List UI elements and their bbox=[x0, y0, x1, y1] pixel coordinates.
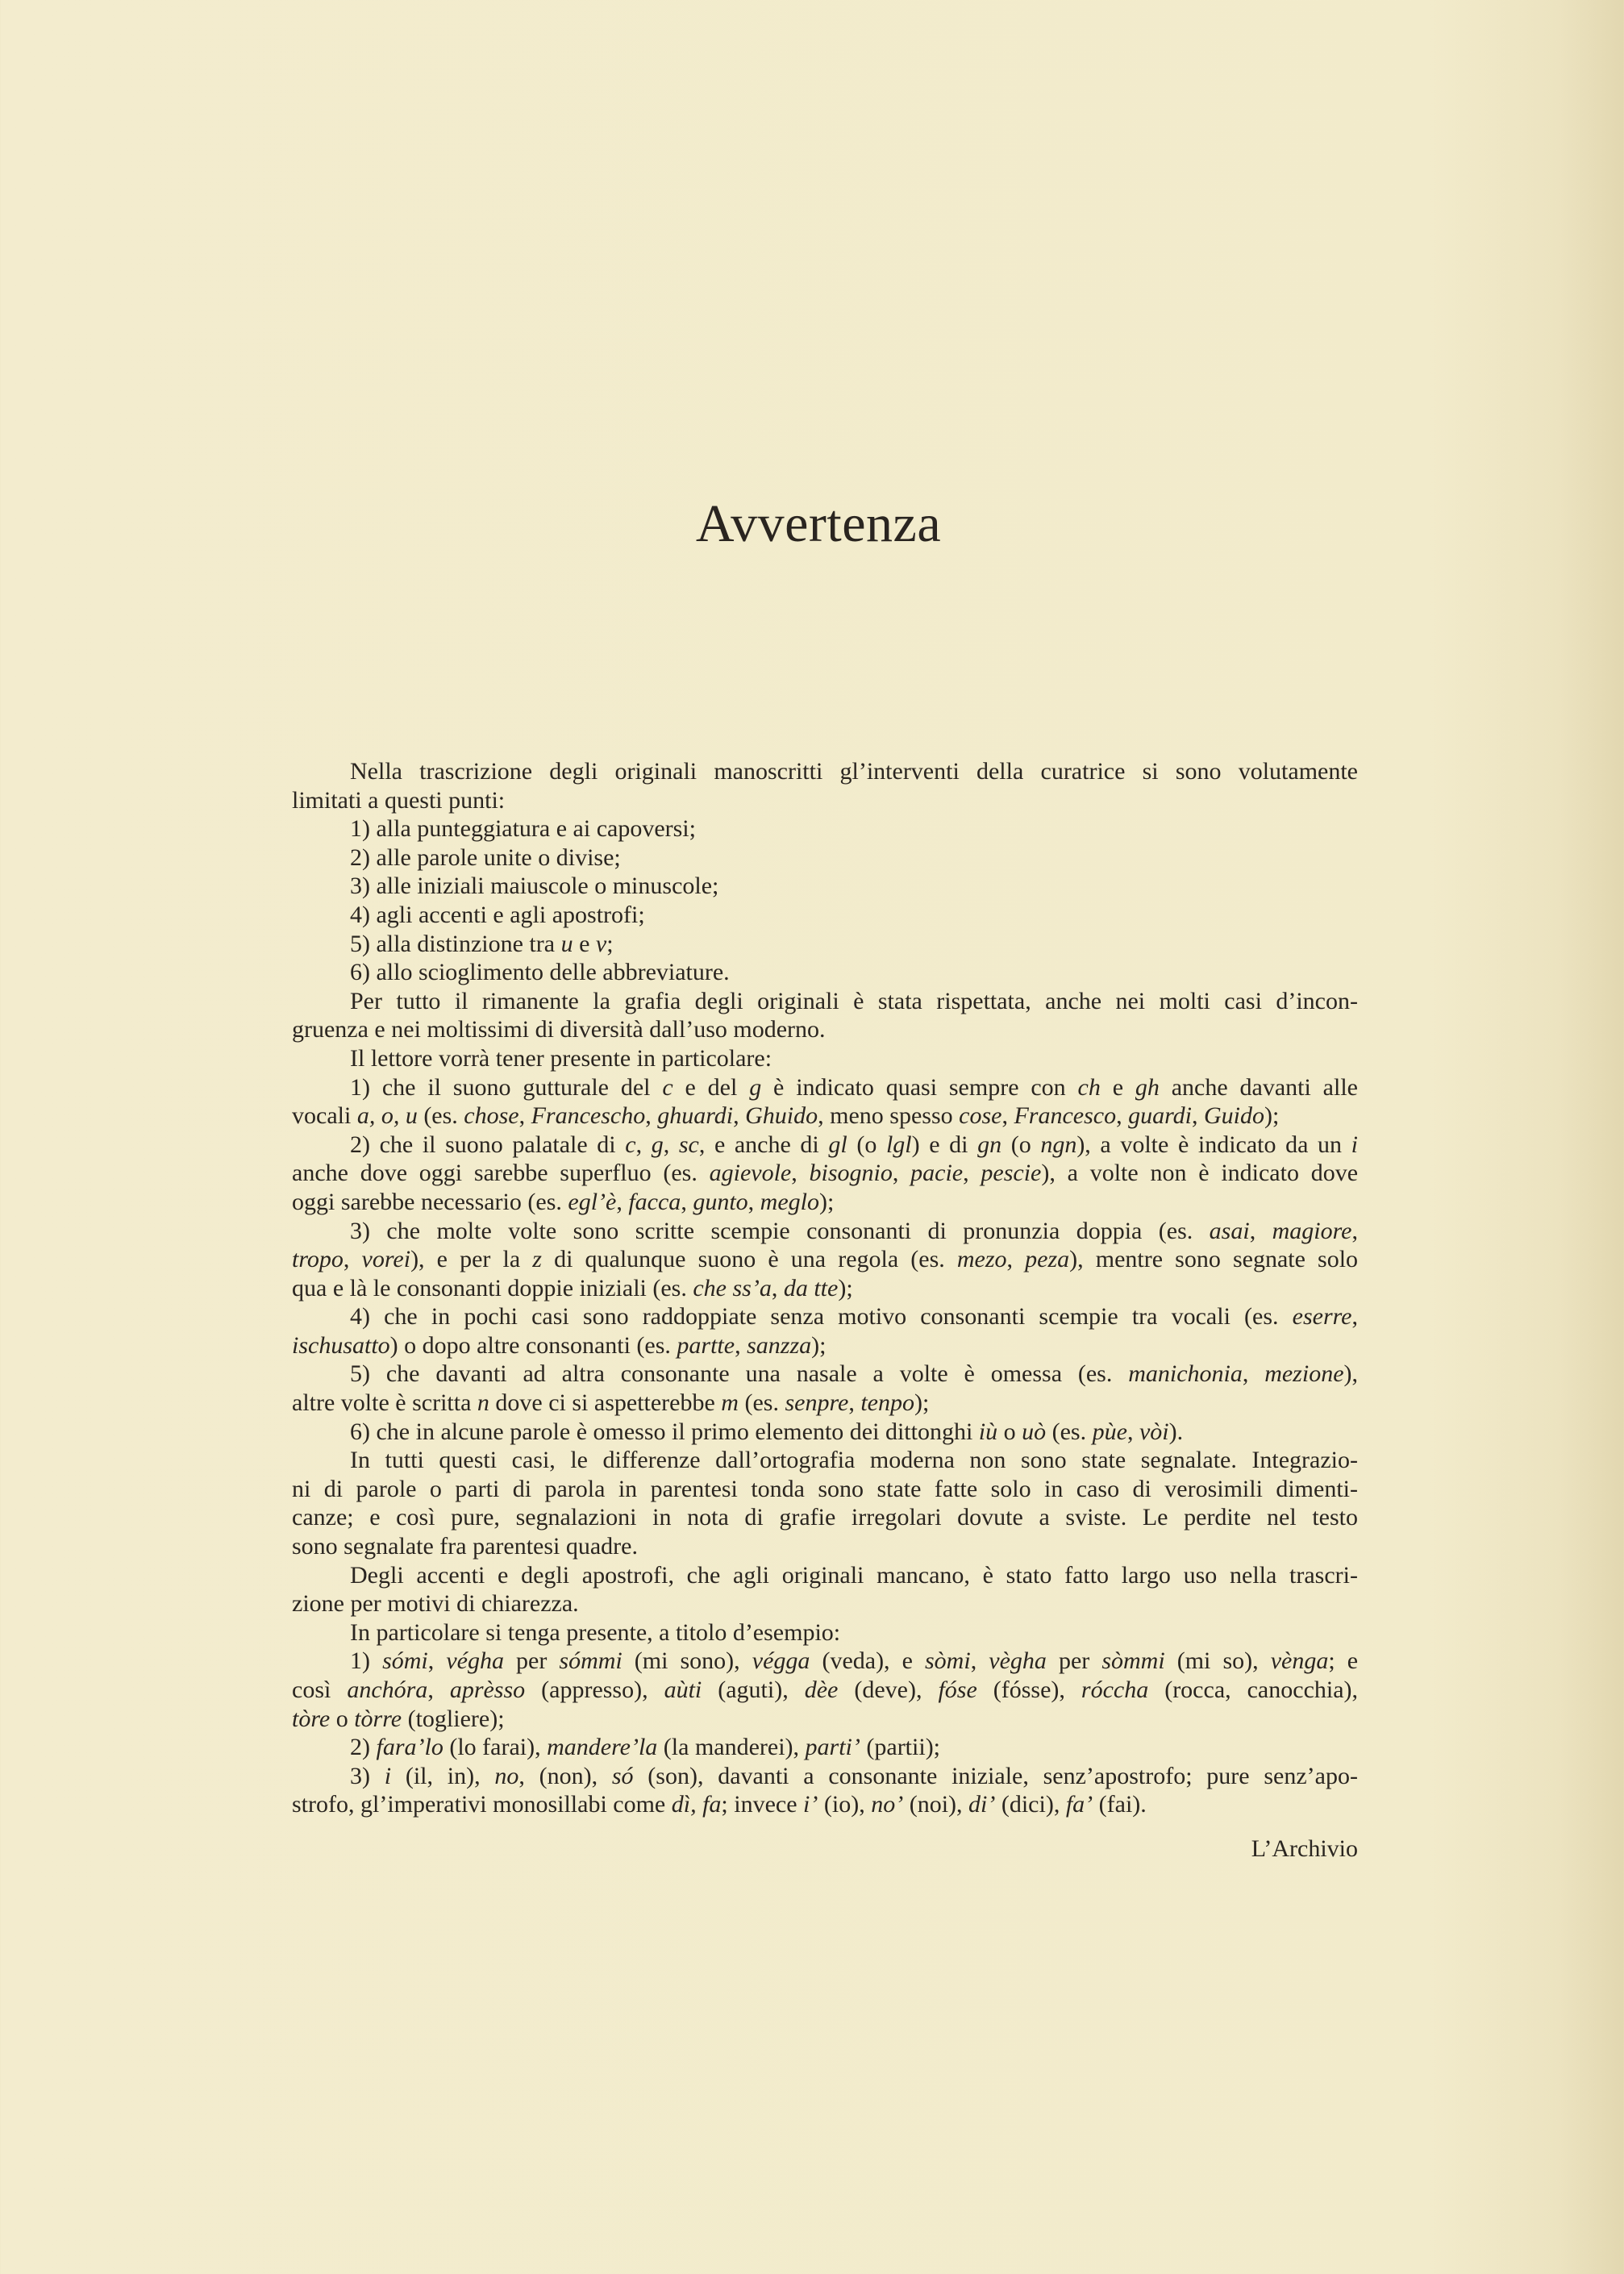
italic-text: senpre bbox=[785, 1389, 849, 1417]
italic-text: róccha bbox=[1081, 1676, 1149, 1703]
text: Nella trascrizione degli originali manoscritti gl’interventi della curatrice si sono volutamente bbox=[350, 758, 1358, 785]
text: (fai). bbox=[1093, 1791, 1147, 1818]
text: (fósse), bbox=[976, 1676, 1081, 1703]
italic-text: fa’ bbox=[1065, 1791, 1093, 1818]
text: (il, in), bbox=[391, 1762, 495, 1789]
italic-text: végga bbox=[752, 1647, 810, 1675]
text-line bbox=[292, 901, 1358, 930]
text-line bbox=[292, 1647, 1358, 1676]
text: strofo, gl’imperativi monosillabi come bbox=[292, 1791, 672, 1818]
text: , bbox=[518, 1102, 531, 1130]
text: ni di parole o parti di parola in parentesi tonda sono state fatte solo in caso di verosimili dimenti- bbox=[292, 1475, 1358, 1502]
italic-text: dèe bbox=[804, 1676, 839, 1703]
text-line bbox=[292, 1618, 1358, 1647]
paragraph bbox=[292, 1044, 1358, 1073]
italic-text: vòi bbox=[1139, 1418, 1169, 1445]
text: altre volte è scritta bbox=[292, 1389, 477, 1417]
text-line bbox=[292, 814, 1358, 843]
paragraph bbox=[292, 814, 1358, 843]
text-line bbox=[292, 872, 1358, 901]
text-line bbox=[292, 1188, 1358, 1217]
text: (es. bbox=[1046, 1418, 1093, 1445]
italic-text: vègha bbox=[989, 1647, 1047, 1675]
italic-text: aùti bbox=[664, 1676, 702, 1703]
italic-text: no’ bbox=[871, 1791, 904, 1818]
text: Il lettore vorrà tener presente in particolare: bbox=[350, 1044, 772, 1072]
italic-text: meglo bbox=[760, 1188, 819, 1215]
italic-text: gn bbox=[977, 1131, 1002, 1158]
text: , bbox=[663, 1131, 679, 1158]
text: 6) che in alcune parole è omesso il primo elemento dei dittonghi bbox=[350, 1418, 979, 1445]
italic-text: cose bbox=[959, 1102, 1002, 1130]
text: e bbox=[573, 930, 596, 957]
text: (noi), bbox=[903, 1791, 969, 1818]
text: 1) alla punteggiatura e ai capoversi; bbox=[350, 815, 696, 843]
italic-text: sòmmi bbox=[1101, 1647, 1165, 1675]
italic-text: c bbox=[625, 1131, 636, 1158]
italic-text: sanzza bbox=[747, 1331, 812, 1359]
paragraph bbox=[292, 872, 1358, 901]
italic-text: vènga bbox=[1270, 1647, 1329, 1675]
text: qua e là le consonanti doppie iniziali (es. bbox=[292, 1274, 693, 1302]
text: ), e per la bbox=[410, 1246, 533, 1273]
text: (es. bbox=[417, 1102, 464, 1130]
italic-text: pescie bbox=[981, 1160, 1042, 1187]
text: di qualunque suono è una regola (es. bbox=[541, 1246, 957, 1273]
italic-text: sc bbox=[678, 1131, 699, 1158]
text: (appresso), bbox=[525, 1676, 664, 1703]
text: e del bbox=[673, 1073, 750, 1101]
text-line bbox=[292, 1446, 1358, 1475]
italic-text: agievole bbox=[709, 1160, 792, 1187]
italic-text: Francesco bbox=[1014, 1102, 1117, 1130]
text-line bbox=[292, 1015, 1358, 1044]
text: , bbox=[848, 1389, 861, 1417]
italic-text: aprèsso bbox=[449, 1676, 526, 1703]
italic-text: vorei bbox=[361, 1246, 411, 1273]
text: ); bbox=[914, 1389, 930, 1417]
text: 3) bbox=[350, 1762, 385, 1789]
italic-text: Guido bbox=[1203, 1102, 1264, 1130]
italic-text: ischusatto bbox=[292, 1331, 390, 1359]
italic-text: ngn bbox=[1040, 1131, 1077, 1158]
text: 1) bbox=[350, 1647, 383, 1675]
text: , bbox=[427, 1676, 450, 1703]
page-title: Avvertenza bbox=[695, 494, 942, 553]
italic-text: magiore bbox=[1272, 1217, 1352, 1244]
paragraph bbox=[292, 1217, 1358, 1303]
text: (o bbox=[1001, 1131, 1041, 1158]
text-line bbox=[292, 1418, 1358, 1447]
text-line bbox=[292, 1302, 1358, 1331]
text-line bbox=[292, 1073, 1358, 1102]
text: Degli accenti e degli apostrofi, che agli originali mancano, è stato fatto largo uso nella trascri- bbox=[350, 1561, 1358, 1589]
text: (son), davanti a consonante iniziale, senz’apostrofo; pure senz’apo- bbox=[633, 1762, 1358, 1789]
paragraph bbox=[292, 1446, 1358, 1560]
italic-text: chose bbox=[464, 1102, 519, 1130]
text: (mi so), bbox=[1164, 1647, 1271, 1675]
italic-text: sómi bbox=[382, 1647, 428, 1675]
paragraph bbox=[292, 901, 1358, 930]
italic-text: fara’lo bbox=[376, 1734, 443, 1761]
italic-text: g bbox=[749, 1073, 762, 1101]
italic-text: tenpo bbox=[860, 1389, 914, 1417]
text-line bbox=[292, 1389, 1358, 1418]
italic-text: manichonia bbox=[1128, 1360, 1243, 1388]
text: ); bbox=[838, 1274, 853, 1302]
text-line bbox=[292, 1503, 1358, 1532]
italic-text: anchóra bbox=[347, 1676, 428, 1703]
text-line bbox=[292, 1044, 1358, 1073]
text: , bbox=[1116, 1102, 1129, 1130]
italic-text: i bbox=[384, 1762, 392, 1789]
italic-text: i bbox=[1351, 1131, 1359, 1158]
text: così bbox=[292, 1676, 348, 1703]
text-line bbox=[292, 1790, 1358, 1819]
text-line bbox=[292, 1331, 1358, 1360]
text-line bbox=[292, 987, 1358, 1016]
text: ; bbox=[606, 930, 614, 957]
italic-text: da tte bbox=[783, 1274, 839, 1302]
italic-text: gl bbox=[828, 1131, 847, 1158]
text-line bbox=[292, 1217, 1358, 1246]
paragraph bbox=[292, 987, 1358, 1044]
text: , bbox=[1006, 1246, 1026, 1273]
text: anche davanti alle bbox=[1159, 1073, 1358, 1101]
text-line bbox=[292, 1131, 1358, 1160]
text: o bbox=[330, 1705, 355, 1732]
text: In particolare si tenga presente, a titolo d’esempio: bbox=[350, 1618, 841, 1646]
text: e bbox=[1100, 1073, 1135, 1101]
text: gruenza e nei moltissimi di diversità dall’uso moderno. bbox=[292, 1016, 826, 1043]
text: , bbox=[427, 1647, 447, 1675]
paragraph bbox=[292, 1618, 1358, 1647]
text: (o bbox=[847, 1131, 886, 1158]
text: , bbox=[970, 1647, 989, 1675]
italic-text: lgl bbox=[885, 1131, 912, 1158]
text: ); bbox=[1264, 1102, 1280, 1130]
text: canze; e così pure, segnalazioni in nota di grafie irregolari dovute a sviste. Le perdite nel testo bbox=[292, 1504, 1358, 1531]
signature: L’Archivio bbox=[1251, 1835, 1358, 1862]
italic-text: fóse bbox=[938, 1676, 977, 1703]
italic-text: no bbox=[494, 1762, 519, 1789]
text: per bbox=[503, 1647, 560, 1675]
italic-text: dì, fa bbox=[671, 1791, 722, 1818]
text-line bbox=[292, 1589, 1358, 1618]
paragraph bbox=[292, 1360, 1358, 1417]
text-line bbox=[292, 958, 1358, 987]
italic-text: m bbox=[721, 1389, 739, 1417]
text: (dici), bbox=[995, 1791, 1066, 1818]
paragraph bbox=[292, 757, 1358, 814]
italic-text: egl’è bbox=[568, 1188, 617, 1215]
text: ); bbox=[818, 1188, 835, 1215]
italic-text: bisognio bbox=[809, 1160, 893, 1187]
paragraph bbox=[292, 1131, 1358, 1217]
text: ), bbox=[1343, 1360, 1359, 1388]
text: , bbox=[1351, 1217, 1359, 1244]
text: (es. bbox=[738, 1389, 785, 1417]
paragraph bbox=[292, 1561, 1358, 1618]
text: , bbox=[791, 1160, 810, 1187]
text-line bbox=[292, 757, 1358, 786]
italic-text: facca bbox=[628, 1188, 681, 1215]
paragraph bbox=[292, 930, 1358, 959]
paragraph bbox=[292, 1073, 1358, 1131]
text: dove ci si aspetterebbe bbox=[489, 1389, 722, 1417]
text: 1) che il suono gutturale del bbox=[350, 1073, 663, 1101]
text: 3) che molte volte sono scritte scempie consonanti di pronunzia doppia (es. bbox=[350, 1217, 1210, 1244]
italic-text: ch bbox=[1077, 1073, 1101, 1101]
text: (lo farai), bbox=[443, 1734, 548, 1761]
text: limitati a questi punti: bbox=[292, 786, 506, 814]
text: , meno spesso bbox=[818, 1102, 960, 1130]
italic-text: mezione bbox=[1264, 1360, 1344, 1388]
text: , bbox=[645, 1102, 658, 1130]
paragraph bbox=[292, 1302, 1358, 1360]
text: ), a volte non è indicato dove bbox=[1041, 1160, 1359, 1187]
text: 6) allo scioglimento delle abbreviature. bbox=[350, 959, 730, 986]
text: , bbox=[1242, 1360, 1265, 1388]
text: zione per motivi di chiarezza. bbox=[292, 1590, 579, 1618]
italic-text: pùe bbox=[1092, 1418, 1127, 1445]
text: , bbox=[1249, 1217, 1272, 1244]
italic-text: g bbox=[651, 1131, 664, 1158]
text: , bbox=[343, 1246, 362, 1273]
text-line bbox=[292, 1676, 1358, 1705]
italic-text: ghuardi bbox=[657, 1102, 734, 1130]
text: (veda), e bbox=[810, 1647, 925, 1675]
italic-text: tropo bbox=[292, 1246, 344, 1273]
text-line bbox=[292, 843, 1358, 873]
italic-text: i’ bbox=[803, 1791, 818, 1818]
italic-text: uò bbox=[1022, 1418, 1047, 1445]
text-line bbox=[292, 786, 1358, 815]
text: (togliere); bbox=[402, 1705, 505, 1732]
text: (mi sono), bbox=[622, 1647, 752, 1675]
text: 5) che davanti ad altra consonante una nasale a volte è omessa (es. bbox=[350, 1360, 1129, 1388]
text-line bbox=[292, 1733, 1358, 1762]
text-line bbox=[292, 1360, 1358, 1389]
text: ) e di bbox=[911, 1131, 978, 1158]
text: , bbox=[1126, 1418, 1139, 1445]
italic-text: iù bbox=[978, 1418, 998, 1445]
text: , bbox=[963, 1160, 981, 1187]
text: 5) alla distinzione tra bbox=[350, 930, 561, 957]
text: , bbox=[892, 1160, 911, 1187]
text: , bbox=[1191, 1102, 1204, 1130]
text: , bbox=[635, 1131, 652, 1158]
text: , (non), bbox=[518, 1762, 612, 1789]
italic-text: végha bbox=[446, 1647, 504, 1675]
text-line bbox=[292, 1762, 1358, 1791]
italic-text: parti’ bbox=[805, 1734, 860, 1761]
italic-text: Ghuido bbox=[745, 1102, 818, 1130]
text: vocali bbox=[292, 1102, 357, 1130]
text: (la manderei), bbox=[657, 1734, 806, 1761]
text: ); bbox=[811, 1331, 827, 1359]
paragraph bbox=[292, 843, 1358, 873]
text: , bbox=[1001, 1102, 1014, 1130]
text: , bbox=[681, 1188, 693, 1215]
text: per bbox=[1046, 1647, 1102, 1675]
italic-text: u bbox=[560, 930, 573, 957]
text: ; e bbox=[1328, 1647, 1359, 1675]
text: ) o dopo altre consonanti (es. bbox=[389, 1331, 677, 1359]
text: ; invece bbox=[721, 1791, 804, 1818]
text-line bbox=[292, 1532, 1358, 1561]
text: è indicato quasi sempre con bbox=[761, 1073, 1078, 1101]
text: , bbox=[733, 1102, 746, 1130]
text: ), a volte è indicato da un bbox=[1076, 1131, 1351, 1158]
text-line bbox=[292, 1102, 1358, 1131]
italic-text: pacie bbox=[910, 1160, 964, 1187]
italic-text: c bbox=[662, 1073, 673, 1101]
text: o bbox=[997, 1418, 1022, 1445]
paragraph bbox=[292, 958, 1358, 987]
paragraph bbox=[292, 1647, 1358, 1733]
text: , bbox=[616, 1188, 629, 1215]
text: , bbox=[735, 1331, 747, 1359]
text-line bbox=[292, 1705, 1358, 1734]
text-line bbox=[292, 1274, 1358, 1303]
text: (rocca, canocchia), bbox=[1148, 1676, 1359, 1703]
text: In tutti questi casi, le differenze dall’ortografia moderna non sono state segnalate. Integrazio- bbox=[350, 1447, 1358, 1474]
paragraph bbox=[292, 1733, 1358, 1762]
text: , bbox=[1351, 1303, 1358, 1331]
italic-text: guardi bbox=[1128, 1102, 1192, 1130]
italic-text: mandere’la bbox=[547, 1734, 658, 1761]
italic-text: v bbox=[595, 930, 607, 957]
italic-text: Francescho bbox=[531, 1102, 646, 1130]
text: 2) che il suono palatale di bbox=[350, 1131, 626, 1158]
italic-text: n bbox=[477, 1389, 489, 1417]
text: sono segnalate fra parentesi quadre. bbox=[292, 1533, 638, 1560]
text: , bbox=[747, 1188, 760, 1215]
text-line bbox=[292, 1245, 1358, 1274]
italic-text: gunto bbox=[693, 1188, 748, 1215]
text: , bbox=[771, 1274, 784, 1302]
text: 2) alle parole unite o divise; bbox=[350, 843, 621, 871]
italic-text: a, o, u bbox=[356, 1102, 418, 1130]
italic-text: partte bbox=[677, 1331, 735, 1359]
italic-text: eserre bbox=[1292, 1303, 1352, 1331]
italic-text: sómmi bbox=[559, 1647, 623, 1675]
text: (io), bbox=[818, 1791, 872, 1818]
paragraph bbox=[292, 1418, 1358, 1447]
italic-text: tòre bbox=[292, 1705, 331, 1732]
italic-text: mezo bbox=[956, 1246, 1007, 1273]
text: 4) che in pochi casi sono raddoppiate senza motivo consonanti scempie tra vocali (es. bbox=[350, 1303, 1293, 1331]
italic-text: asai bbox=[1209, 1217, 1250, 1244]
italic-text: peza bbox=[1025, 1246, 1070, 1273]
text-line bbox=[292, 1159, 1358, 1188]
italic-text: di’ bbox=[968, 1791, 996, 1818]
text: anche dove oggi sarebbe superfluo (es. bbox=[292, 1160, 710, 1187]
text: (aguti), bbox=[702, 1676, 805, 1703]
text: ). bbox=[1168, 1418, 1184, 1445]
text: (deve), bbox=[838, 1676, 939, 1703]
text: , e anche di bbox=[698, 1131, 829, 1158]
italic-text: che ss’a bbox=[693, 1274, 772, 1302]
paragraph bbox=[292, 1762, 1358, 1819]
text: (partii); bbox=[860, 1734, 941, 1761]
italic-text: gh bbox=[1135, 1073, 1160, 1101]
text: Per tutto il rimanente la grafia degli originali è stata rispettata, anche nei molti casi d’incon- bbox=[350, 987, 1358, 1014]
italic-text: tòrre bbox=[354, 1705, 402, 1732]
text: oggi sarebbe necessario (es. bbox=[292, 1188, 568, 1215]
italic-text: z bbox=[532, 1246, 542, 1273]
italic-text: só bbox=[611, 1762, 634, 1789]
text-line bbox=[292, 1475, 1358, 1504]
text-line bbox=[292, 930, 1358, 959]
text: 4) agli accenti e agli apostrofi; bbox=[350, 901, 645, 928]
text: 3) alle iniziali maiuscole o minuscole; bbox=[350, 873, 719, 900]
text-line bbox=[292, 1561, 1358, 1590]
document-body bbox=[292, 757, 1358, 1819]
italic-text: sòmi bbox=[925, 1647, 971, 1675]
text: 2) bbox=[350, 1734, 377, 1761]
text: ), mentre sono segnate solo bbox=[1069, 1246, 1359, 1273]
